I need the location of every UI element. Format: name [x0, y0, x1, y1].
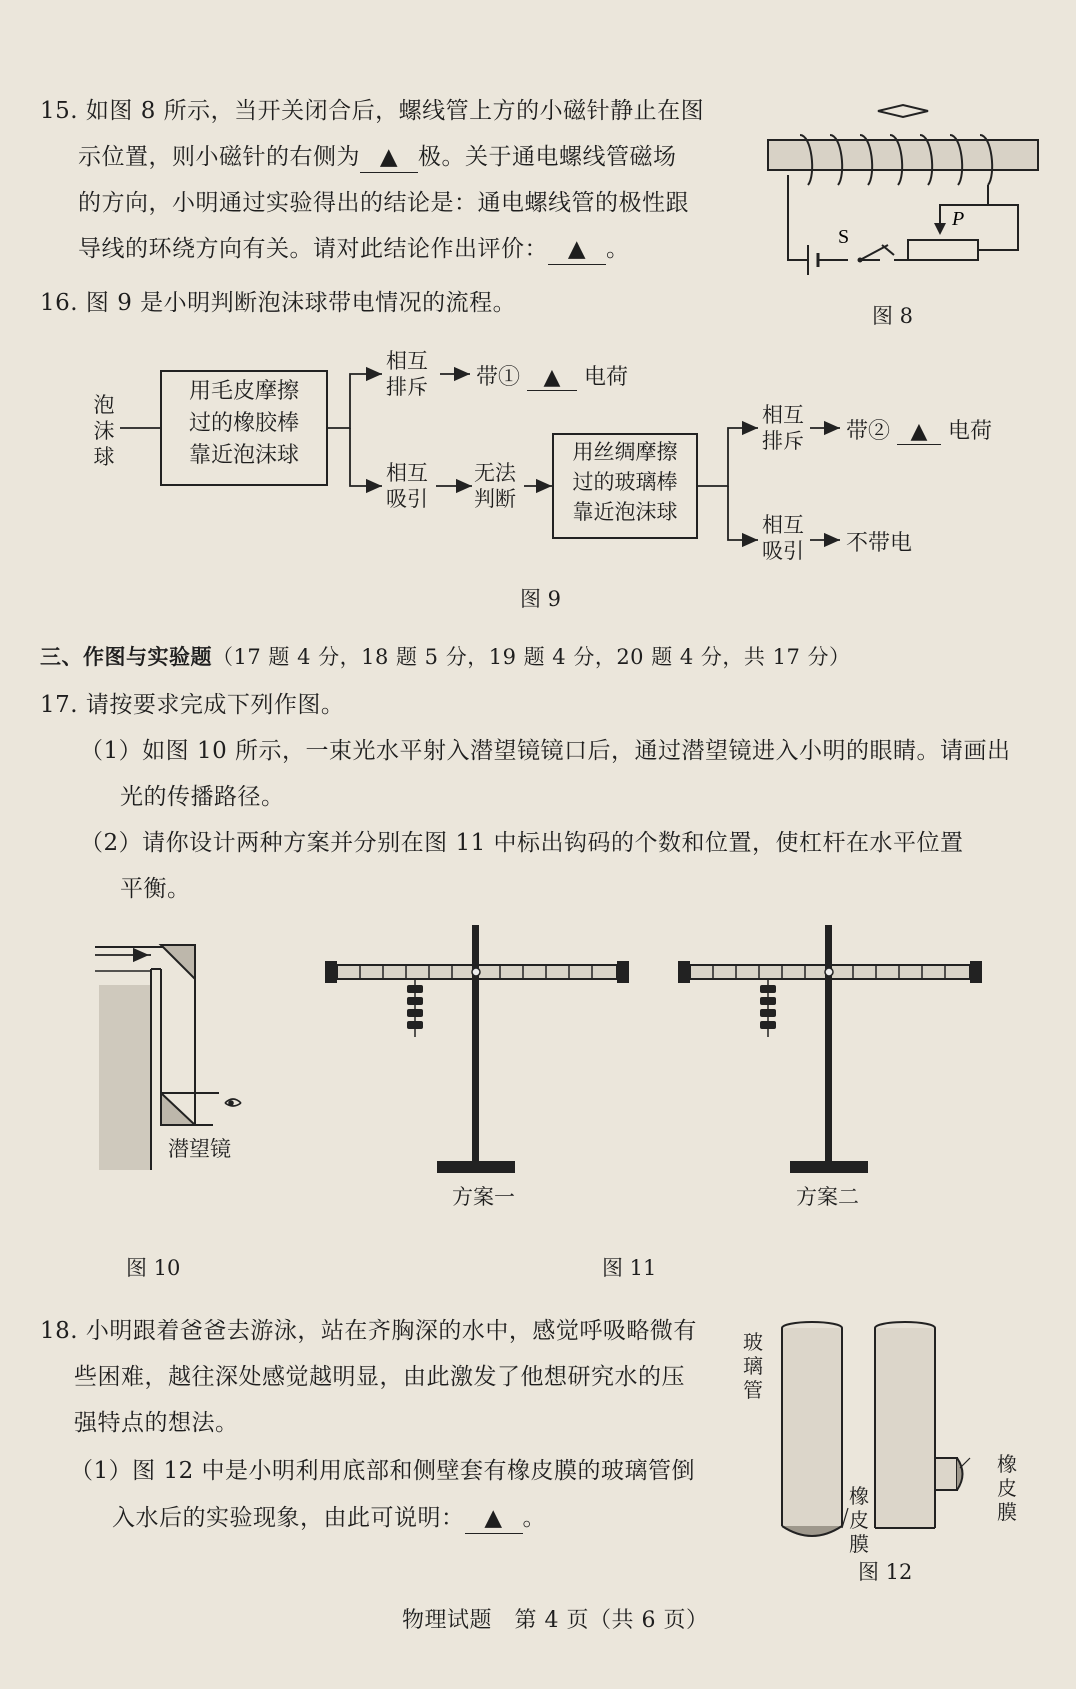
figure-10-caption: 图 10: [126, 1256, 181, 1280]
glass-tube-1: [782, 1322, 842, 1536]
q18-line-3: 强特点的想法。: [74, 1410, 239, 1436]
flow-box-1-line-1: 用毛皮摩擦: [188, 379, 299, 404]
flow-attract-1-a: 相互: [386, 461, 428, 485]
flow-result-1: [476, 360, 628, 391]
flow-box-1-line-2: 过的橡胶棒: [188, 411, 299, 436]
q18-line-5-text: 入水后的实验现象，由此可说明：: [112, 1505, 465, 1531]
side-membrane-label: [996, 1452, 1020, 1524]
q15-line-4-text: 导线的环绕方向有关。请对此结论作出评价：: [78, 236, 548, 262]
flow-attract-1-b: 吸引: [386, 487, 428, 511]
q17-part1-line-2: 光的传播路径。: [120, 784, 285, 810]
plan-1-label: 方案一: [452, 1185, 515, 1209]
q18-blank-1: ▲: [465, 1503, 523, 1534]
top-mirror: [161, 945, 195, 979]
q18-line-5: [112, 1503, 546, 1534]
figure-11-caption: 图 11: [602, 1256, 657, 1280]
q17-intro: 17. 请按要求完成下列作图。: [40, 692, 345, 718]
flow-box-1-line-3: 靠近泡沫球: [188, 443, 299, 468]
periscope-label: 潜望镜: [168, 1137, 231, 1161]
side-membrane-label-text: 橡皮膜: [997, 1452, 1017, 1524]
bottom-membrane-label-text: 橡皮膜: [849, 1484, 869, 1556]
plan-2-label: 方案二: [796, 1185, 859, 1209]
foam-ball-label-text: 泡沫球: [93, 393, 115, 469]
switch-label: S: [838, 226, 850, 248]
q18-line-4: （1）图 12 中是小明利用底部和侧壁套有橡皮膜的玻璃管倒: [70, 1458, 696, 1484]
q17-part2-line-2: 平衡。: [120, 876, 191, 902]
q18-line-5-end: 。: [522, 1505, 546, 1531]
q16-intro: 16. 图 9 是小明判断泡沫球带电情况的流程。: [40, 290, 517, 316]
flow-result-2-blank: ▲: [897, 419, 941, 445]
lever-stand-base-2: [790, 1161, 868, 1173]
q15-blank-2: ▲: [548, 234, 606, 265]
flow-repel-2: [762, 402, 804, 454]
q15-line-1: 15. 如图 8 所示，当开关闭合后，螺线管上方的小磁针静止在图: [40, 98, 705, 124]
section-3-scoring: （17 题 4 分，18 题 5 分，19 题 4 分，20 题 4 分，共 17 分）: [212, 645, 851, 669]
glass-tube-label-text: 玻璃管: [743, 1330, 763, 1402]
flow-repel-1: [386, 348, 428, 400]
flow-result-1-post: 电荷: [584, 365, 629, 390]
flow-attract-2-a: 相互: [762, 513, 804, 537]
flow-box-2-line-1: 用丝绸摩擦: [572, 440, 678, 464]
glass-tube-label: [742, 1330, 766, 1402]
q15-line-3: 的方向，小明通过实验得出的结论是：通电螺线管的极性跟: [78, 190, 689, 216]
flow-repel-1-b: 排斥: [386, 375, 428, 399]
flow-attract-2: [762, 512, 804, 564]
flow-result-1-pre: 带①: [476, 365, 521, 390]
section-3-title: 三、作图与实验题: [40, 644, 212, 669]
q18-line-1: 18. 小明跟着爸爸去游泳，站在齐胸深的水中，感觉呼吸略微有: [40, 1318, 697, 1344]
q17-part2-line-1: （2）请你设计两种方案并分别在图 11 中标出钩码的个数和位置，使杠杆在水平位置: [80, 830, 964, 856]
figure-9-caption: 图 9: [520, 587, 562, 611]
flow-result-2-post: 电荷: [948, 419, 993, 444]
bottom-mirror: [161, 1093, 195, 1125]
q15-line-2-rest: 极。关于通电螺线管磁场: [418, 144, 677, 170]
flow-box-2-line-2: 过的玻璃棒: [572, 470, 678, 494]
glass-tube-2: [875, 1322, 963, 1528]
hook-weights-2: [760, 979, 776, 1037]
figure-11-lever-plan-1: [325, 925, 645, 1175]
flow-result-2-pre: 带②: [846, 419, 891, 444]
flow-result-2: [846, 414, 992, 445]
flow-cannot-judge-b: 判断: [474, 487, 516, 511]
q17-part1-line-1: （1）如图 10 所示，一束光水平射入潜望镜镜口后，通过潜望镜进入小明的眼睛。请画出: [80, 738, 1011, 764]
side-membrane: [957, 1458, 963, 1490]
q15-line-4-end: 。: [606, 236, 630, 262]
slider-label: P: [952, 208, 965, 230]
flow-box-2-line-3: 靠近泡沫球: [572, 500, 678, 524]
q15-blank-1: ▲: [360, 142, 418, 173]
page-footer: 物理试题 第 4 页（共 6 页）: [402, 1608, 709, 1633]
figure-12-glass-tubes: [770, 1318, 1030, 1548]
bottom-membrane: [782, 1526, 842, 1536]
figure-11-lever-plan-2: [678, 925, 998, 1175]
hook-weights: [407, 979, 423, 1037]
figure-12-caption: 图 12: [858, 1560, 913, 1584]
flow-attract-2-b: 吸引: [762, 539, 804, 563]
q15-line-2-text: 示位置，则小磁针的右侧为: [78, 144, 360, 170]
flow-result-1-blank: ▲: [527, 365, 577, 391]
bottom-membrane-label: [848, 1484, 872, 1556]
flow-repel-2-a: 相互: [762, 403, 804, 427]
lever-stand-base: [437, 1161, 515, 1173]
q18-line-2: 些困难，越往深处感觉越明显，由此激发了他想研究水的压: [74, 1364, 685, 1390]
flow-repel-1-a: 相互: [386, 349, 428, 373]
flow-cannot-judge: [474, 460, 516, 512]
flow-result-3: 不带电: [846, 531, 913, 556]
figure-8-caption: 图 8: [872, 304, 914, 328]
eye-icon: [225, 1099, 241, 1106]
flow-attract-1: [386, 460, 428, 512]
flow-repel-2-b: 排斥: [762, 429, 804, 453]
section-3-header: [40, 642, 851, 672]
flow-cannot-judge-a: 无法: [474, 461, 516, 485]
lever-stand-pole: [472, 925, 479, 1165]
lever-stand-pole-2: [825, 925, 832, 1165]
